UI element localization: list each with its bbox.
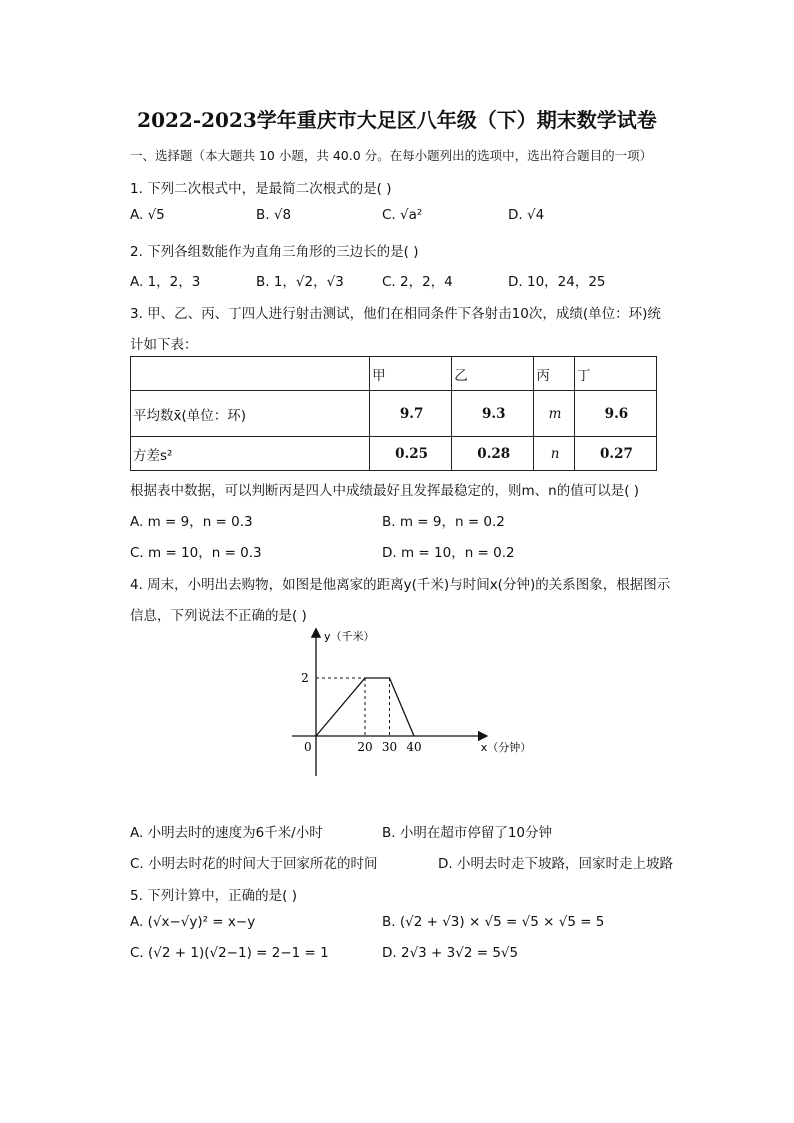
q3-option-a: A. m = 9，n = 0.3 bbox=[130, 514, 253, 530]
score-table bbox=[130, 356, 657, 471]
table-cell: m bbox=[534, 391, 575, 437]
question-5-stem: 5. 下列计算中，正确的是( ) bbox=[130, 888, 297, 904]
q2-option-d: D. 10，24，25 bbox=[508, 274, 606, 290]
page-title: 2022-2023学年重庆市大足区八年级（下）期末数学试卷 bbox=[137, 108, 657, 132]
table-cell: 9.3 bbox=[452, 391, 534, 437]
table-header-jia: 甲 bbox=[370, 357, 452, 391]
table-row-mean-label: 平均数x̄(单位：环) bbox=[131, 391, 370, 437]
table-header-yi: 乙 bbox=[452, 357, 534, 391]
table-cell: 0.25 bbox=[370, 437, 452, 471]
question-3-follow-up: 根据表中数据，可以判断丙是四人中成绩最好且发挥最稳定的，则m、n的值可以是( ) bbox=[130, 483, 640, 499]
table-row-variance-label: 方差s² bbox=[131, 437, 370, 471]
q5-option-a: A. (√x−√y)² = x−y bbox=[130, 914, 256, 930]
q3-option-b: B. m = 9，n = 0.2 bbox=[382, 514, 505, 530]
table-cell: 9.6 bbox=[574, 391, 656, 437]
question-4-stem-line2: 信息，下列说法不正确的是( ) bbox=[130, 608, 307, 624]
x-tick-label: 40 bbox=[406, 740, 422, 754]
table-cell: 0.28 bbox=[452, 437, 534, 471]
q4-option-a: A. 小明去时的速度为6千米/小时 bbox=[130, 825, 323, 841]
q2-option-a: A. 1，2，3 bbox=[130, 274, 201, 290]
q5-option-d: D. 2√3 + 3√2 = 5√5 bbox=[382, 945, 519, 961]
question-1-stem: 1. 下列二次根式中，是最简二次根式的是( ) bbox=[130, 181, 392, 197]
distance-time-graph bbox=[284, 622, 532, 782]
q3-option-c: C. m = 10，n = 0.3 bbox=[130, 545, 262, 561]
question-3-stem-line1: 3. 甲、乙、丙、丁四人进行射击测试，他们在相同条件下各射击10次，成绩(单位：环)统 bbox=[130, 306, 661, 322]
table-cell: n bbox=[534, 437, 575, 471]
table-header-empty bbox=[131, 357, 370, 391]
origin-label: 0 bbox=[304, 740, 312, 754]
q5-option-c: C. (√2 + 1)(√2−1) = 2−1 = 1 bbox=[130, 945, 329, 961]
section-heading: 一、选择题（本大题共 10 小题，共 40.0 分。在每小题列出的选项中，选出符合题目的一项） bbox=[130, 148, 653, 163]
y-axis-label: y（千米） bbox=[324, 630, 375, 643]
y-tick-label: 2 bbox=[301, 671, 309, 685]
table-header-ding: 丁 bbox=[574, 357, 656, 391]
question-4-stem-line1: 4. 周末，小明出去购物，如图是他离家的距离y(千米)与时间x(分钟)的关系图象，根据图示 bbox=[130, 577, 671, 593]
q1-option-d: D. √4 bbox=[508, 207, 545, 223]
x-tick-label: 30 bbox=[381, 740, 398, 754]
q2-option-b: B. 1，√2，√3 bbox=[256, 274, 344, 290]
q1-option-a: A. √5 bbox=[130, 207, 165, 223]
q5-option-b: B. (√2 + √3) × √5 = √5 × √5 = 5 bbox=[382, 914, 605, 930]
table-cell: 9.7 bbox=[370, 391, 452, 437]
q3-option-d: D. m = 10，n = 0.2 bbox=[382, 545, 515, 561]
q4-option-b: B. 小明在超市停留了10分钟 bbox=[382, 825, 553, 841]
q4-option-d: D. 小明去时走下坡路，回家时走上坡路 bbox=[438, 856, 673, 872]
table-cell: 0.27 bbox=[574, 437, 656, 471]
q1-option-b: B. √8 bbox=[256, 207, 292, 223]
q2-option-c: C. 2，2，4 bbox=[382, 274, 453, 290]
question-3-stem-line2: 计如下表： bbox=[130, 337, 198, 353]
table-header-bing: 丙 bbox=[534, 357, 575, 391]
question-2-stem: 2. 下列各组数能作为直角三角形的三边长的是( ) bbox=[130, 244, 419, 260]
x-tick-label: 20 bbox=[357, 740, 373, 754]
q1-option-c: C. √a² bbox=[382, 207, 423, 223]
x-axis-label: x（分钟） bbox=[480, 741, 532, 754]
q4-option-c: C. 小明去时花的时间大于回家所花的时间 bbox=[130, 856, 378, 872]
